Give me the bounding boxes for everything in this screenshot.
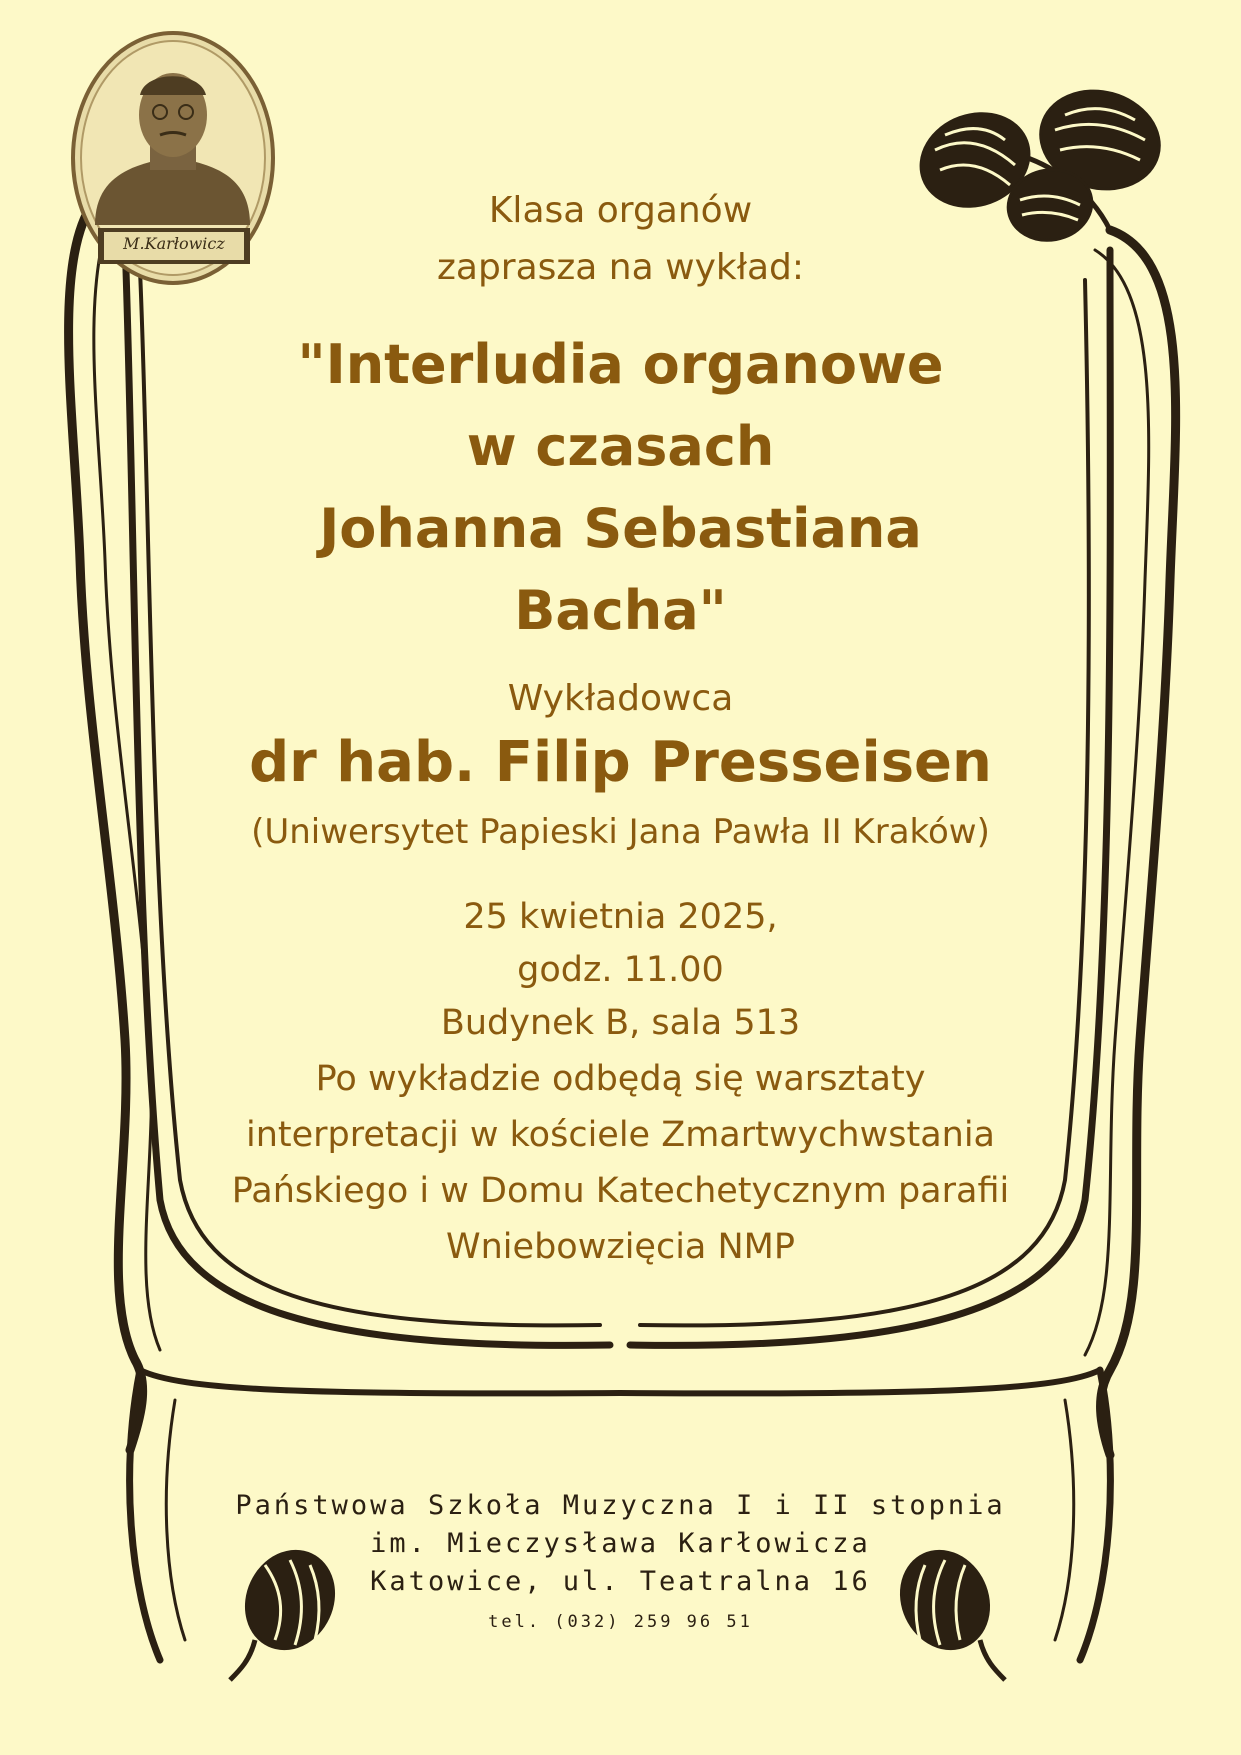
school-patron: im. Mieczysława Karłowicza	[370, 1528, 871, 1559]
invitation-line-1: Klasa organów	[488, 190, 753, 231]
portrait-signature: M.Karłowicz	[123, 234, 225, 253]
lecturer-affiliation: (Uniwersytet Papieski Jana Pawła II Kraków)	[251, 812, 990, 852]
workshop-line-4: Wniebowzięcia NMP	[446, 1227, 795, 1267]
lecture-title-line-3: Johanna Sebastiana	[319, 497, 922, 560]
lecturer-name: dr hab. Filip Presseisen	[249, 730, 992, 795]
school-address: Katowice, ul. Teatralna 16	[370, 1566, 871, 1597]
event-location: Budynek B, sala 513	[440, 1003, 801, 1043]
workshop-line-2: interpretacji w kościele Zmartwychwstania	[246, 1115, 995, 1155]
lecture-title-line-2: w czasach	[466, 415, 775, 478]
lecture-title-line-1: "Interludia organowe	[297, 333, 944, 396]
school-name: Państwowa Szkoła Muzyczna I i II stopnia	[235, 1490, 1006, 1521]
event-date: 25 kwietnia 2025,	[463, 897, 778, 937]
school-phone: tel. (032) 259 96 51	[488, 1612, 753, 1632]
workshop-line-1: Po wykładzie odbędą się warsztaty	[315, 1059, 926, 1099]
workshop-line-3: Pańskiego i w Domu Katechetycznym parafii	[231, 1171, 1010, 1211]
lecturer-label: Wykładowca	[507, 678, 734, 719]
lecture-title-line-4: Bacha"	[514, 579, 727, 642]
invitation-line-2: zaprasza na wykład:	[436, 247, 804, 288]
event-time: godz. 11.00	[517, 950, 724, 990]
